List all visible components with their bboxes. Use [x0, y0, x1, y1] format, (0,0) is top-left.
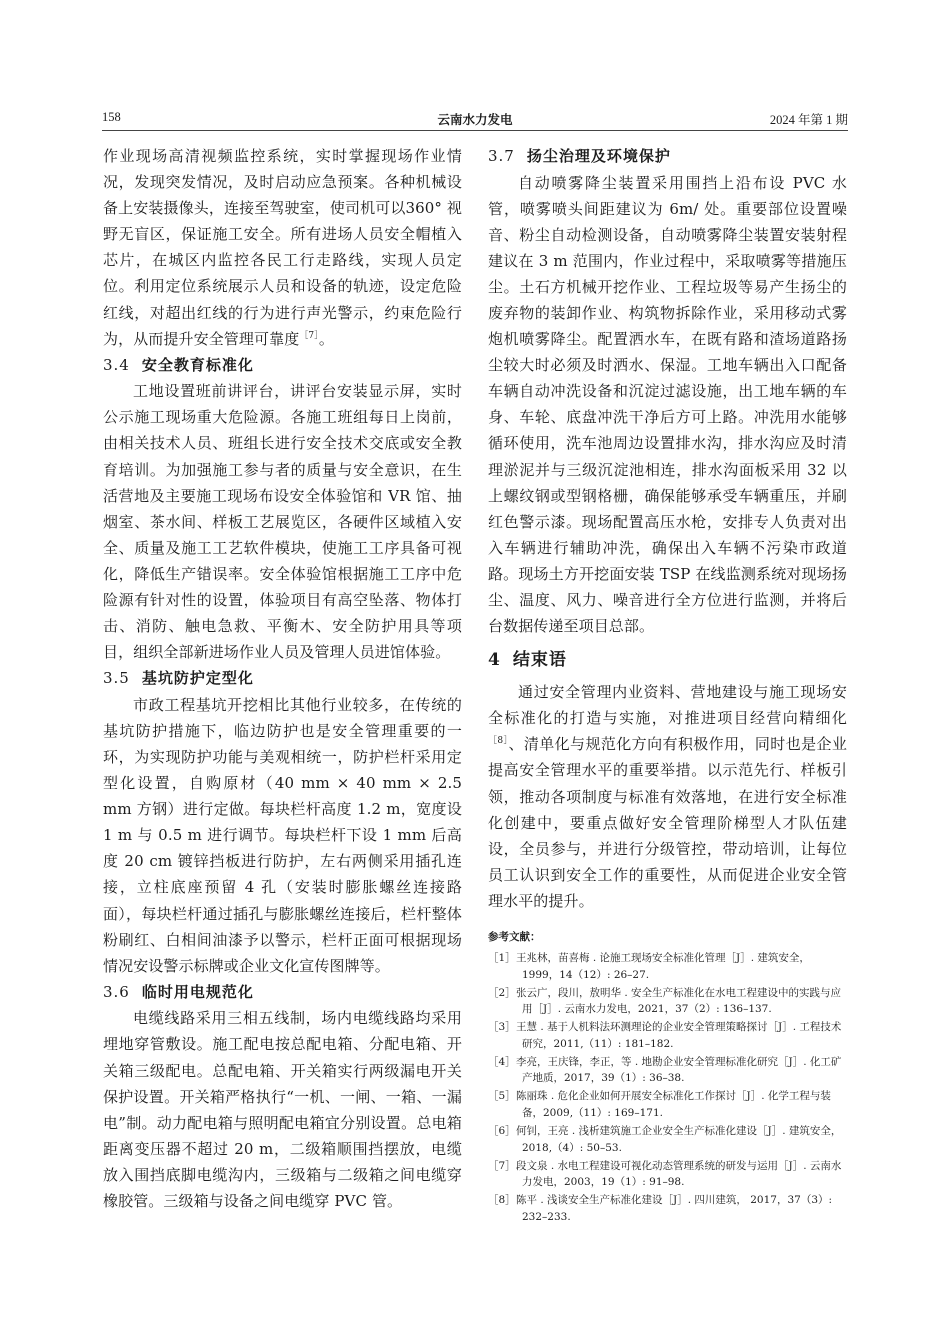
- reference-item: [488, 950, 847, 983]
- page-header: [102, 110, 848, 130]
- reference-text: 何钊，王亮 . 浅析建筑施工企业安全生产标准化建设［J］. 建筑安全，2018,（4）: 50–53.: [516, 1124, 842, 1154]
- reference-text: 段文泉 . 水电工程建设可视化动态管理系统的研发与运用［J］. 云南水力发电，2003，19（1）: 91–98.: [516, 1159, 842, 1189]
- paragraph: [488, 679, 847, 914]
- citation: ［8］: [488, 736, 509, 747]
- reference-number: ［3］: [488, 1021, 516, 1034]
- reference-number: ［1］: [488, 952, 516, 965]
- issue-label: 2024 年第 1 期: [769, 113, 848, 127]
- section-heading: [488, 143, 847, 170]
- right-column: [488, 143, 847, 1227]
- paragraph-end: 。: [318, 329, 334, 348]
- citation: ［7］: [299, 330, 319, 341]
- section-title: 结束语: [512, 650, 567, 671]
- section-heading: [488, 645, 847, 675]
- reference-number: ［7］: [488, 1159, 516, 1172]
- paragraph: 自动喷雾降尘装置采用围挡上沿布设 PVC 水管，喷雾喷头间距建议为 6m/ 处。重要部位设置噪音、粉尘自动检测设备，自动喷雾降尘装置安装射程建议在 3 m 范围内，作业过程中，采取喷雾等措施压尘。土石方机械开挖作业、工程垃圾等易产生扬尘的废弃物的装卸作业、构筑物拆除作业，采用移动式雾炮机喷雾降尘。配置洒水车，在既有路和渣场道路扬尘较大时必须及时洒水、保湿。工地车辆出入口配备车辆自动冲洗设备和沉淀过滤设施，出工地车辆的车身、车轮、底盘冲洗干净后方可上路。冲洗用水能够循环使用，洗车池周边设置排水沟，排水沟应及时清理淤泥并与三级沉淀池相连，排水沟面板采用 32 以上螺纹钢或型钢格栅，确保能够承受车辆重压，并刷红色警示漆。现场配置高压水枪，安排专人负责对出入车辆进行辅助冲洗，确保出入车辆不污染市政道路。现场土方开挖面安装 TSP 在线监测系统对现场扬尘、温度、风力、噪音进行全方位进行监测，并将后台数据传递至项目总部。: [488, 173, 847, 636]
- section-title: 安全教育标准化: [141, 355, 254, 374]
- reference-item: [488, 1123, 847, 1156]
- left-column: [103, 143, 462, 1214]
- section-title: 基坑防护定型化: [141, 669, 254, 688]
- section-number: 3.7: [488, 147, 515, 165]
- reference-list: [488, 950, 847, 1225]
- reference-item: [488, 1158, 847, 1191]
- reference-text: 陈丽珠 . 危化企业如何开展安全标准化工作探讨［J］. 化学工程与装备，2009,（11）: 169–171.: [516, 1090, 831, 1119]
- reference-number: ［6］: [488, 1124, 516, 1137]
- reference-item: [488, 1019, 847, 1052]
- reference-text: 王兆林，苗喜梅 . 论施工现场安全标准化管理［J］. 建筑安全，1999，14（12）: 26–27.: [516, 952, 810, 981]
- reference-number: ［5］: [488, 1090, 516, 1103]
- paragraph: 电缆线路采用三相五线制，场内电缆线路均采用埋地穿管敷设。施工配电按总配电箱、分配电箱、开关箱三级配电。总配电箱、开关箱实行两级漏电开关保护设置。开关箱严格执行“一机、一闸、一箱、一漏电”制。动力配电箱与照明配电箱宜分别设置。总电箱距离变压器不超过 20 m，二级箱顺围挡摆放，电缆放入围挡底脚电缆沟内，三级箱与二级箱之间电缆穿橡胶管。三级箱与设备之间电缆穿 PVC 管。: [103, 1009, 462, 1210]
- page-number: 158: [102, 110, 121, 124]
- section-number: 4: [488, 650, 501, 671]
- reference-number: ［4］: [488, 1055, 516, 1068]
- paragraph: [103, 143, 462, 352]
- references-heading: 参考文献：: [488, 931, 541, 944]
- reference-item: [488, 1054, 847, 1087]
- section-title: 临时用电规范化: [141, 982, 254, 1001]
- section-number: 3.6: [103, 982, 130, 1001]
- paragraph: 工地设置班前讲评台，讲评台安装显示屏，实时公示施工现场重大危险源。各施工班组每日上岗前，由相关技术人员、班组长进行安全技术交底或安全教育培训。为加强施工参与者的质量与安全意识，在生活营地及主要施工现场布设安全体验馆和 VR 馆、抽烟室、茶水间、样板工艺展览区，各硬件区域植入安全、质量及施工工艺软件模块，使施工工序具备可视化，降低生产错误率。安全体验馆根据施工工序中危险源有针对性的设置，体验项目有高空坠落、物体打击、消防、触电急救、平衡木、安全防护用具等项目，组织全部新进场作业人员及管理人员进馆体验。: [103, 382, 462, 662]
- reference-item: [488, 985, 847, 1018]
- reference-text: 王慧 . 基于人机料法环测理论的企业安全管理策略探讨［J］. 工程技术研究，2011,（11）: 181–182.: [516, 1021, 842, 1050]
- section-heading: [103, 352, 462, 379]
- section-number: 3.4: [103, 355, 130, 374]
- section-title: 扬尘治理及环境保护: [526, 147, 671, 165]
- paragraph: 市政工程基坑开挖相比其他行业较多，在传统的基坑防护措施下，临边防护也是安全管理重要的一环，为实现防护功能与美观相统一，防护栏杆采用定型化设置，自购原材（40 mm × 40 mm × 2.5 mm 方钢）进行定做。每块栏杆高度 1.2 m，宽度设 1 m 与 0.5 m 进行调节。每块栏杆下设 1 mm 后高度 20 cm 镀锌挡板进行防护，左右两侧采用插孔连接，立柱底座预留 4 孔（安装时膨胀螺丝连接路面），每块栏杆通过插孔与膨胀螺丝连接后，栏杆整体粉刷红、白相间油漆予以警示，栏杆正面可根据现场情况安设警示标牌或企业文化宣传图牌等。: [103, 695, 462, 975]
- paragraph-text: 、清单化与规范化方向有积极作用，同时也是企业提高安全管理水平的重要举措。以示范先行、样板引领，推动各项制度与标准有效落地，在进行安全标准化创建中，要重点做好安全管理阶梯型人才队伍建设，全员参与，并进行分级管控，带动培训，让每位员工认识到安全工作的重要性，从而促进企业安全管理水平的提升。: [488, 735, 847, 910]
- header-divider: [102, 130, 848, 131]
- section-heading: [103, 979, 462, 1006]
- paragraph-text: 作业现场高清视频监控系统，实时掌握现场作业情况，发现突发情况，及时启动应急预案。各种机械设备上安装摄像头，连接至驾驶室，使司机可以360° 视野无盲区，保证施工安全。所有进场人员安全帽植入芯片，在城区内监控各民工行走路线，实现人员定位。利用定位系统展示人员和设备的轨迹，设定危险红线，对超出红线的行为进行声光警示，约束危险行为，从而提升安全管理可靠度: [103, 147, 462, 348]
- reference-text: 张云广，段川，敖明华 . 安全生产标准化在水电工程建设中的实践与应用［J］. 云南水力发电，2021，37（2）: 136–137.: [516, 986, 842, 1016]
- journal-name: 云南水力发电: [437, 113, 513, 127]
- reference-text: 陈平 . 浅谈安全生产标准化建设［J］. 四川建筑， 2017，37（3）: 232–233.: [516, 1194, 833, 1223]
- reference-item: [488, 1088, 847, 1121]
- reference-text: 李亮，王庆锋，李正，等 . 地勘企业安全管理标准化研究［J］. 化工矿产地质，2017，39（1）: 36–38.: [516, 1055, 842, 1085]
- section-heading: [103, 665, 462, 692]
- reference-number: ［2］: [488, 986, 516, 999]
- reference-number: ［8］: [488, 1194, 516, 1207]
- section-number: 3.5: [103, 669, 130, 688]
- paragraph-text: 通过安全管理内业资料、营地建设与施工现场安全标准化的打造与实施，对推进项目经营向精细化: [488, 683, 847, 728]
- reference-item: [488, 1192, 847, 1225]
